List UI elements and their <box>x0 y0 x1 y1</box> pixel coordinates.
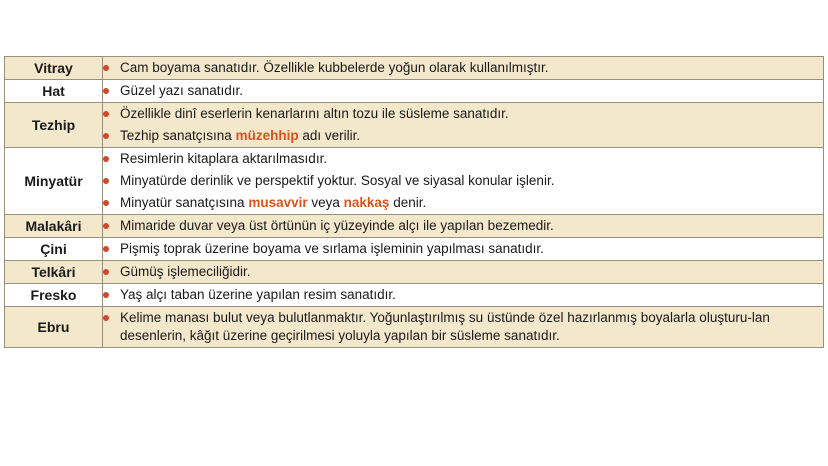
highlighted-term: nakkaş <box>343 195 390 210</box>
table-row <box>5 215 824 238</box>
art-term: Telkâri <box>5 261 103 284</box>
table-row <box>5 238 824 261</box>
art-terms-table <box>4 56 824 348</box>
art-description <box>103 215 824 238</box>
description-line <box>103 307 823 347</box>
description-text <box>120 59 823 77</box>
art-description <box>103 103 824 148</box>
art-term: Vitray <box>5 57 103 80</box>
bullet-icon <box>103 133 109 139</box>
text-segment: Mimaride duvar veya üst örtünün iç yüzeyinde alçı ile yapılan bezemedir. <box>120 218 554 233</box>
text-segment: Pişmiş toprak üzerine boyama ve sırlama işleminin yapılması sanatıdır. <box>120 241 544 256</box>
text-segment: Gümüş işlemeciliğidir. <box>120 264 251 279</box>
art-term: Ebru <box>5 307 103 348</box>
art-description <box>103 80 824 103</box>
text-segment: Tezhip sanatçısına <box>120 128 236 143</box>
bullet-icon <box>103 223 109 229</box>
bullet-icon <box>103 246 109 252</box>
table-row <box>5 148 824 215</box>
description-line <box>103 125 823 147</box>
bullet-icon <box>103 200 109 206</box>
bullet-icon <box>103 111 109 117</box>
text-segment: adı verilir. <box>298 128 361 143</box>
art-description <box>103 261 824 284</box>
description-text <box>120 172 823 190</box>
bullet-icon <box>103 178 109 184</box>
text-segment: Cam boyama sanatıdır. Özellikle kubbelerde yoğun olarak kullanılmıştır. <box>120 60 549 75</box>
description-text <box>120 286 823 304</box>
description-text <box>120 194 823 212</box>
description-line <box>103 170 823 192</box>
description-text <box>120 82 823 100</box>
bullet-icon <box>103 269 109 275</box>
table-row <box>5 80 824 103</box>
description-text <box>120 217 823 235</box>
text-segment: Özellikle dinî eserlerin kenarlarını altın tozu ile süsleme sanatıdır. <box>120 106 509 121</box>
bullet-icon <box>103 156 109 162</box>
art-description <box>103 148 824 215</box>
description-line <box>103 215 823 237</box>
art-description <box>103 307 824 348</box>
text-segment: Minyatürde derinlik ve perspektif yoktur. Sosyal ve siyasal konular işlenir. <box>120 173 555 188</box>
text-segment: denir. <box>389 195 427 210</box>
art-term: Çini <box>5 238 103 261</box>
description-line <box>103 148 823 170</box>
art-description <box>103 284 824 307</box>
text-segment: Yaş alçı taban üzerine yapılan resim sanatıdır. <box>120 287 396 302</box>
description-text <box>120 105 823 123</box>
description-text <box>120 240 823 258</box>
description-line <box>103 57 823 79</box>
text-segment: Kelime manası bulut veya bulutlanmaktır. Yoğunlaştırılmış su üstünde özel hazırlanmış boyalarla oluşturu-lan desenlerin, kâğıt üzerine geçirilmesi yoluyla yapılan bir süsleme sanatıdır. <box>120 310 770 343</box>
table-row <box>5 57 824 80</box>
text-segment: veya <box>307 195 344 210</box>
art-term: Tezhip <box>5 103 103 148</box>
description-line <box>103 103 823 125</box>
art-term: Fresko <box>5 284 103 307</box>
art-description <box>103 238 824 261</box>
bullet-icon <box>103 88 109 94</box>
description-text <box>120 309 823 345</box>
table-row <box>5 261 824 284</box>
description-line <box>103 238 823 260</box>
bullet-icon <box>103 315 109 321</box>
art-term: Hat <box>5 80 103 103</box>
text-segment: Güzel yazı sanatıdır. <box>120 83 244 98</box>
description-text <box>120 127 823 145</box>
bullet-icon <box>103 292 109 298</box>
art-term: Malakâri <box>5 215 103 238</box>
description-line <box>103 261 823 283</box>
text-segment: Resimlerin kitaplara aktarılmasıdır. <box>120 151 328 166</box>
description-text <box>120 263 823 281</box>
description-line <box>103 80 823 102</box>
art-description <box>103 57 824 80</box>
art-term: Minyatür <box>5 148 103 215</box>
text-segment: Minyatür sanatçısına <box>120 195 249 210</box>
description-line <box>103 192 823 214</box>
description-text <box>120 150 823 168</box>
table-row <box>5 307 824 348</box>
table-row <box>5 103 824 148</box>
highlighted-term: musavvir <box>248 195 308 210</box>
highlighted-term: müzehhip <box>235 128 299 143</box>
table-row <box>5 284 824 307</box>
description-line <box>103 284 823 306</box>
bullet-icon <box>103 65 109 71</box>
